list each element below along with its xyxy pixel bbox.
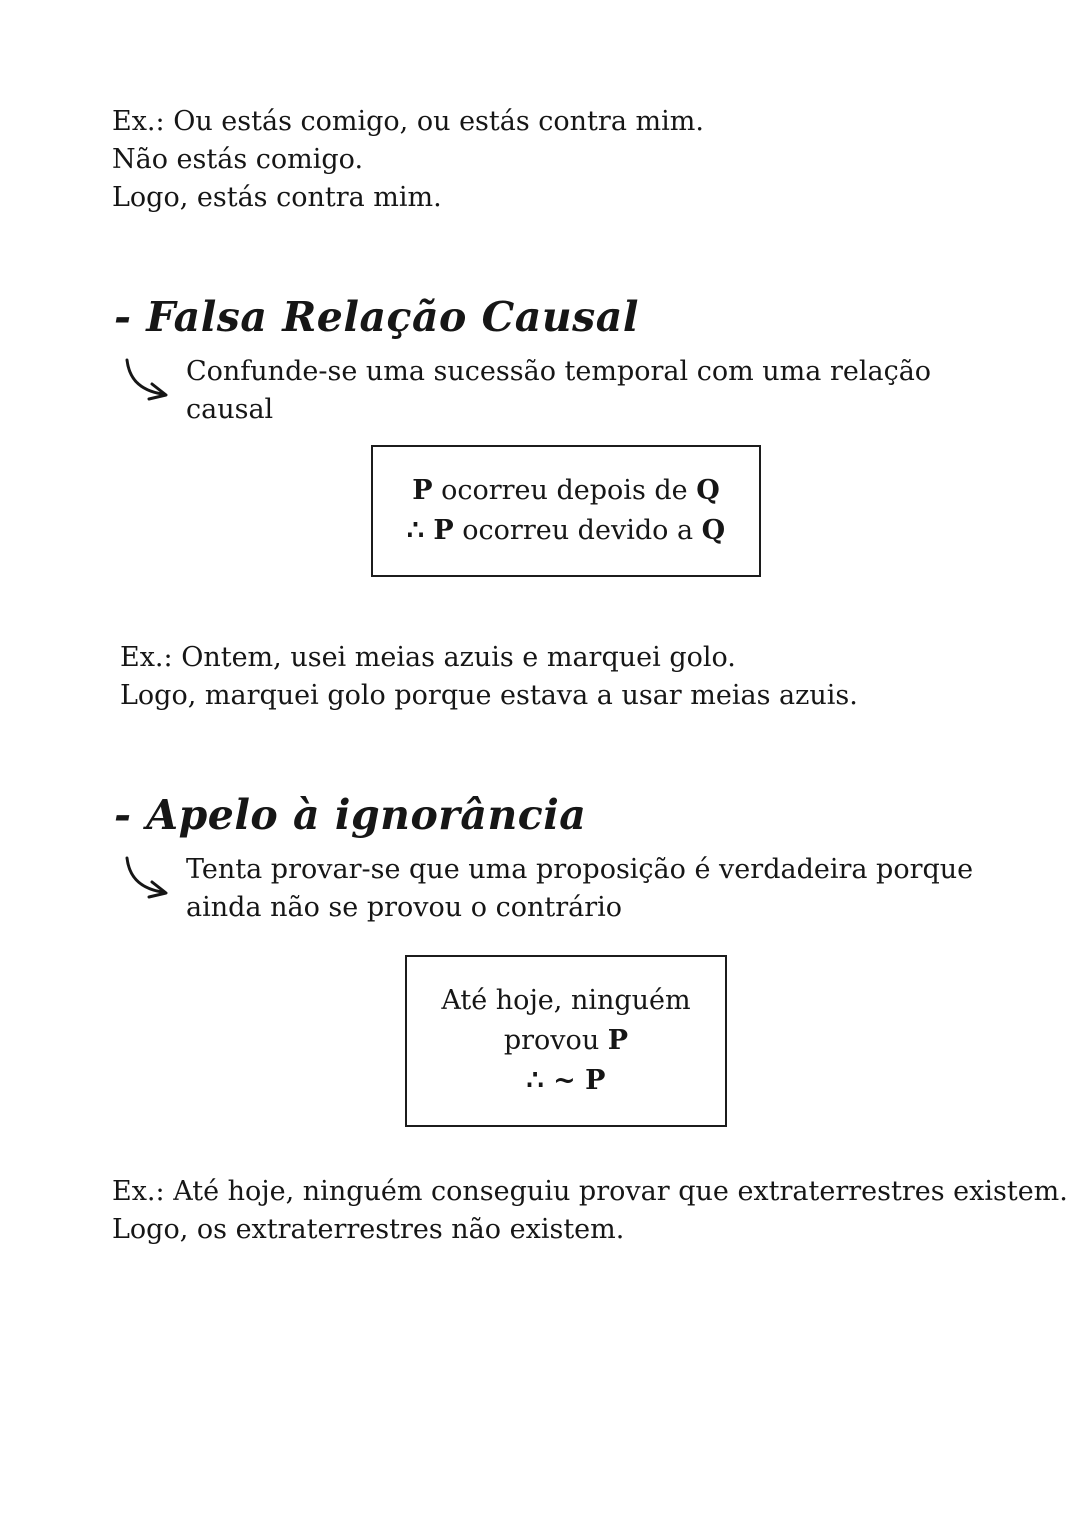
logic-box-line: Até hoje, ninguém xyxy=(441,985,691,1016)
logic-box-line xyxy=(407,511,725,551)
logic-box-line xyxy=(441,1021,690,1061)
proposition-p: P xyxy=(607,1025,629,1056)
false-cause-box-wrapper xyxy=(112,445,1020,577)
false-cause-description xyxy=(186,353,931,429)
therefore-symbol: ∴ ~ xyxy=(526,1065,586,1096)
example-line: Logo, os extraterrestres não existem. xyxy=(112,1214,625,1245)
section-heading-apelo-a-ignorancia: - Apelo à ignorância xyxy=(114,791,587,839)
example-line: Ex.: Até hoje, ninguém conseguiu provar que extraterrestres existem. xyxy=(112,1176,1068,1207)
proposition-p: P xyxy=(412,475,433,506)
description-line: Tenta provar-se que uma proposição é verdadeira porque xyxy=(186,854,974,885)
therefore-symbol: ∴ xyxy=(406,515,434,546)
description-line: ainda não se provou o contrário xyxy=(186,892,623,923)
false-cause-example xyxy=(112,639,1020,715)
logic-box-line xyxy=(441,1061,690,1101)
false-cause-logic-box xyxy=(371,445,761,577)
proposition-p: P xyxy=(585,1065,606,1096)
example-line: Ex.: Ontem, usei meias azuis e marquei golo. xyxy=(120,642,736,673)
proposition-p: P xyxy=(433,515,454,546)
curved-arrow-icon xyxy=(112,353,186,410)
ignorance-description-row xyxy=(112,851,1020,927)
intro-line: Logo, estás contra mim. xyxy=(112,182,442,213)
description-line: causal xyxy=(186,394,274,425)
logic-text: ocorreu devido a xyxy=(453,515,702,546)
section-heading-falsa-relacao-causal: - Falsa Relação Causal xyxy=(114,293,639,341)
curved-arrow-icon xyxy=(112,851,186,908)
false-cause-description-row xyxy=(112,353,1020,429)
logic-box-line xyxy=(407,471,725,511)
logic-text: ocorreu depois de xyxy=(432,475,697,506)
proposition-q: Q xyxy=(701,515,726,546)
ignorance-example xyxy=(112,1173,1068,1249)
proposition-q: Q xyxy=(696,475,720,506)
intro-example xyxy=(112,103,1020,217)
intro-line: Não estás comigo. xyxy=(112,144,364,175)
ignorance-logic-box xyxy=(405,955,726,1127)
description-line: Confunde-se uma sucessão temporal com uma relação xyxy=(186,356,932,387)
logic-text: provou xyxy=(503,1025,608,1056)
example-line: Logo, marquei golo porque estava a usar meias azuis. xyxy=(120,680,858,711)
ignorance-description xyxy=(186,851,973,927)
intro-line: Ex.: Ou estás comigo, ou estás contra mim. xyxy=(112,106,704,137)
ignorance-box-wrapper xyxy=(112,955,1020,1127)
